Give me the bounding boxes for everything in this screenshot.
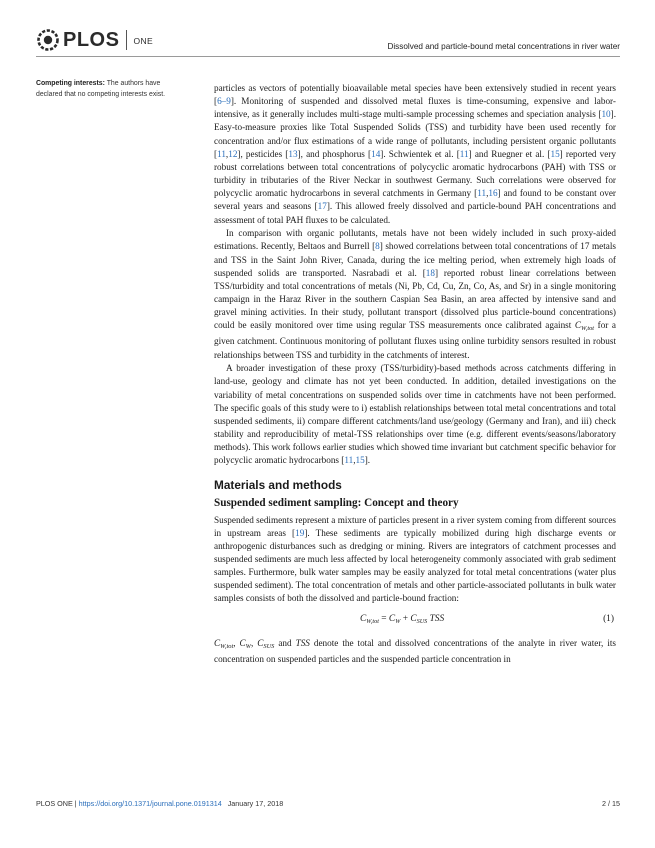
citation-link[interactable]: 13 xyxy=(288,148,298,159)
header-divider xyxy=(36,56,620,57)
paragraph-5: $C_{W,tot}$, $C_W$, $C_{SUS}$ and TSS denote the total and dissolved concentrations of the analyte in river water, its concentration on suspended particles and the suspended particle concentration in xyxy=(214,637,616,664)
citation-link[interactable]: 17 xyxy=(317,201,327,212)
running-head: Dissolved and particle-bound metal concentrations in river water xyxy=(387,42,620,51)
publication-date: January 17, 2018 xyxy=(227,799,284,808)
page-number: 2 / 15 xyxy=(602,799,620,808)
competing-interests-note xyxy=(36,79,186,101)
citation-link[interactable]: 10 xyxy=(601,109,611,120)
main-text xyxy=(214,82,616,666)
citation-link[interactable]: 11 xyxy=(477,188,487,199)
paragraph-1: particles as vectors of potentially bioavailable metal species have been extensively studied in recent years [6–9]. Monitoring of suspended and dissolved metal fluxes is time-consuming, expensive and labor-intensive, as it generally includes multi-stage multi-sample processing schemes and speciation analysis [10]. Easy-to-measure proxies like Total Suspended Solids (TSS) and turbidity have been used recently for concentration and/or flux estimations of a wide range of pollutants, including persistent organic pollutants [11,12], pesticides [13], and phosphorus [14]. Schwientek et al. [11] and Ruegner et al. [15] reported very robust correlations between total concentrations of polycyclic aromatic hydrocarbons (PAH) with TSS or turbidity in tributaries of the River Neckar in southwest Germany. Such correlations were observed for polycyclic aromatic hydrocarbons in several catchments in Germany [11,16] and found to be constant over several years and seasons [17]. This allowed freely dissolved and particle-bound PAH concentrations and assessment of total PAH fluxes to be calculated. xyxy=(214,83,617,225)
footer-journal: PLOS ONE xyxy=(36,799,73,808)
citation-link[interactable]: 18 xyxy=(425,267,435,278)
equation-body: $C_{W,tot} = C_W + C_{SUS}$ TSS xyxy=(360,613,445,625)
citation-link[interactable]: 19 xyxy=(295,527,305,538)
citation-link[interactable]: 11 xyxy=(217,148,226,159)
plos-logo-icon xyxy=(36,28,60,52)
paragraph-3: A broader investigation of these proxy (TSS/turbidity)-based methods across catchments differing in land-use, geology and climate has not yet been conducted. In addition, detailed investigations on the variability of metal concentrations on suspended solids over time in catchments have not been performed. The specific goals of this study were to i) establish relationships between total metal concentrations and total suspended sediments, ii) compare different catchments/land use/geology (Germany and Iran), and iii) check stability and reproducibility of metal-TSS relationships over time (e.g. different events/seasons/laboratory methods). This work follows earlier studies which showed time invariant but catchment specific behavior for polycyclic aromatic hydrocarbons [11,15]. xyxy=(214,363,616,466)
plos-logo[interactable] xyxy=(36,28,153,52)
plos-brand-text: PLOS xyxy=(63,28,120,51)
subsection-heading: Suspended sediment sampling: Concept and theory xyxy=(214,496,459,509)
citation-link[interactable]: 15 xyxy=(550,148,560,159)
paragraph-2: In comparison with organic pollutants, metals have not been widely included in such proxy-aided estimations. Recently, Beltaos and Burrell [8] showed correlations between total concentrations of 17 metals and TSS in the Saint John River, Canada, during the ice melting period, when extremely high loads of suspended solids are transported. Nasrabadi et al. [18] reported robust linear correlations between TSS/turbidity and total concentrations of metals (Ni, Pb, Cd, Cu, Zn, Co, As, and Sr) in a single monitoring campaign in the Haraz River in the southern Caspian Sea Basin, an area affected by intensive sand and gravel mining activities. In their study, pollutant transport (dissolved plus particle-bound concentrations) could be easily monitored over time using regular TSS measurements once calibrated against $C_{W,tot}$ for a given catchment. Continuous monitoring of pollutant fluxes using online turbidity sensors resulted in robust relationships between TSS and turbidity in the catchments of interest. xyxy=(214,228,617,360)
logo-divider xyxy=(126,30,127,50)
citation-link[interactable]: 6–9 xyxy=(217,96,231,107)
paragraph-4: Suspended sediments represent a mixture of particles present in a river system coming from different sources in upstream areas [19]. These sediments are typically mobilized during high discharge events or anthropogenic disturbances such as dredging or mining. Rivers are integrators of catchment processes and suspended sediments are much less affected by local heterogeneity commonly associated with grab sediment samples. Furthermore, bulk water samples may be easily analyzed for total metal concentrations (water plus suspended sediment). The total concentration of metals and other particle-associated pollutants in bulk water samples consists of both the dissolved and particle-bound fraction: xyxy=(214,514,616,604)
citation-link[interactable]: 12 xyxy=(228,148,238,159)
citation-link[interactable]: 11 xyxy=(344,455,354,466)
competing-interests-label: Competing interests: xyxy=(36,80,105,87)
equation-number: (1) xyxy=(603,613,614,624)
doi-link[interactable]: https://doi.org/10.1371/journal.pone.0191314 xyxy=(78,799,222,808)
citation-link[interactable]: 14 xyxy=(371,148,381,159)
equation-1 xyxy=(214,611,616,631)
section-heading: Materials and methods xyxy=(214,477,342,492)
journal-name: ONE xyxy=(133,35,154,46)
page-header xyxy=(36,26,620,60)
citation-link[interactable]: 15 xyxy=(355,455,365,466)
citation-link[interactable]: 8 xyxy=(375,241,380,252)
competing-interests-text: The authors have declared that no competing interests exist. xyxy=(36,80,166,98)
citation-link[interactable]: 16 xyxy=(488,188,498,199)
math-subscript: W,tot xyxy=(581,325,595,333)
page-footer: PLOS ONE | https://doi.org/10.1371/journal.pone.0191314 January 17, 2018 2 / 15 xyxy=(36,799,620,808)
citation-link[interactable]: 11 xyxy=(459,148,469,159)
math-variable: C xyxy=(574,320,581,331)
